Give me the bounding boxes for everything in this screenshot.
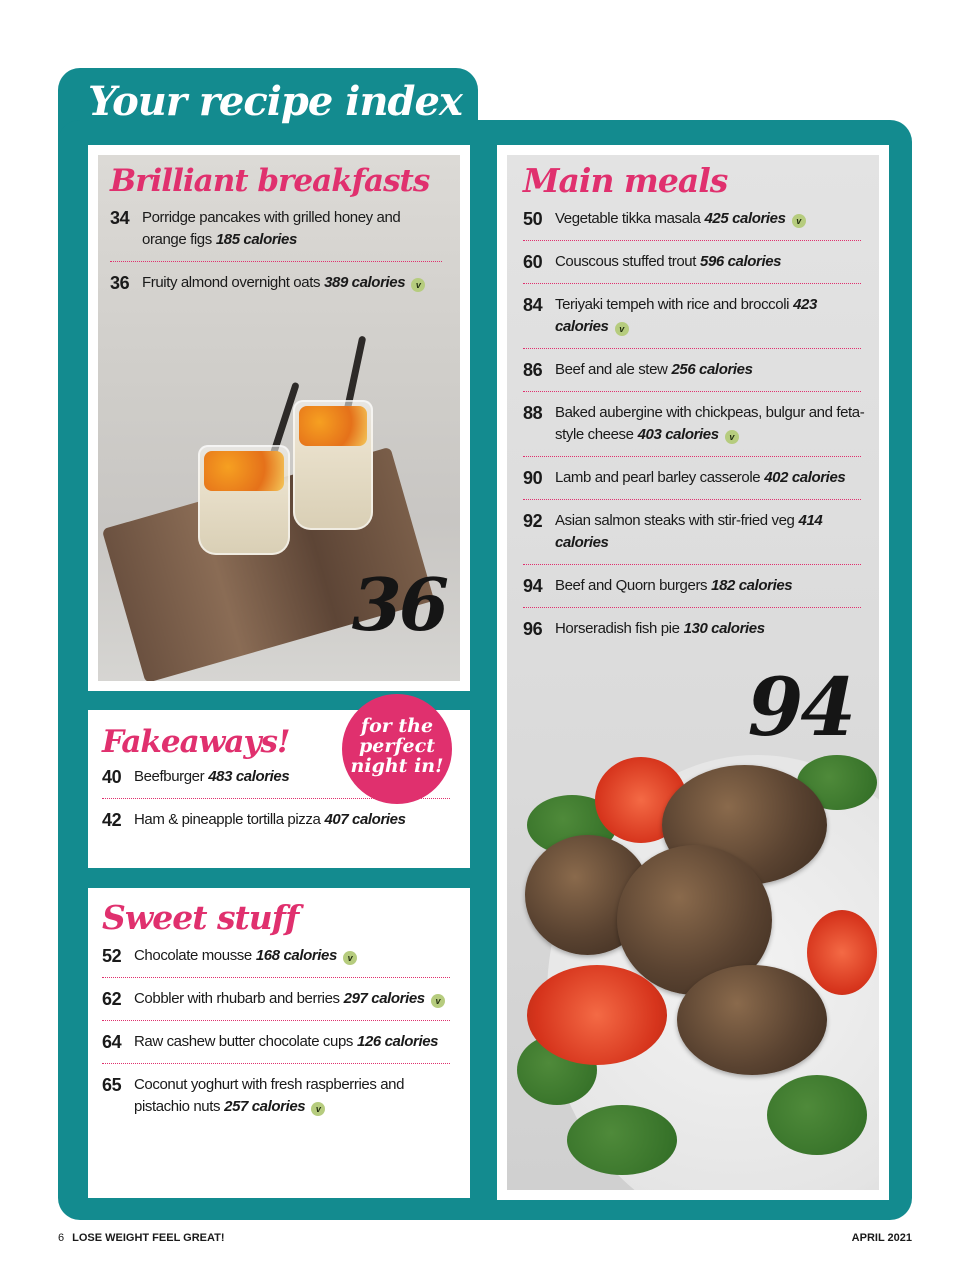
calorie-count: 168 calories	[255, 947, 337, 964]
recipe-page-number: 64	[102, 1032, 122, 1052]
calorie-count: 389 calories	[324, 274, 406, 291]
recipe-description	[555, 359, 865, 381]
watercress	[567, 1105, 677, 1175]
recipe-page-number: 86	[523, 360, 543, 380]
badge-line: perfect	[359, 735, 435, 757]
page-title: Your recipe index	[88, 78, 462, 125]
vegetarian-icon: v	[792, 214, 806, 228]
recipe-entry	[523, 251, 865, 273]
fruit-topping	[204, 451, 284, 491]
recipe-name: Lamb and pearl barley casserole	[555, 469, 761, 486]
dotted-divider	[523, 456, 861, 457]
recipe-page-number: 52	[102, 946, 122, 966]
dotted-divider	[523, 499, 861, 500]
breakfasts-list	[98, 155, 460, 294]
recipe-description	[555, 402, 865, 446]
dotted-divider	[523, 391, 861, 392]
recipe-entry	[102, 945, 454, 967]
calorie-count: 407 calories	[324, 811, 406, 828]
calorie-count: 185 calories	[215, 231, 297, 248]
recipe-entry	[523, 402, 865, 446]
dotted-divider	[102, 1020, 450, 1021]
calorie-count: 425 calories	[704, 210, 786, 227]
calorie-count: 257 calories	[224, 1098, 306, 1115]
recipe-entry	[102, 988, 454, 1010]
recipe-page-number: 88	[523, 403, 543, 423]
recipe-name: Horseradish fish pie	[555, 620, 680, 637]
recipe-description	[134, 945, 454, 967]
recipe-description	[555, 618, 865, 640]
recipe-entry	[102, 1031, 454, 1053]
issue-date: APRIL 2021	[851, 1232, 912, 1244]
recipe-description	[555, 575, 865, 597]
main-meals-section	[497, 145, 889, 1200]
calorie-count: 483 calories	[208, 768, 290, 785]
recipe-name: Beefburger	[134, 768, 205, 785]
vegetarian-icon: v	[615, 322, 629, 336]
vegetarian-icon: v	[725, 430, 739, 444]
recipe-entry	[523, 467, 865, 489]
recipe-name: Baked aubergine with chickpeas, bulgur and feta-style cheese	[555, 404, 865, 443]
burger-patty	[677, 965, 827, 1075]
recipe-description	[555, 467, 865, 489]
recipe-entry	[523, 618, 865, 640]
recipe-name: Beef and Quorn burgers	[555, 577, 708, 594]
recipe-description	[555, 510, 865, 554]
entry-list	[102, 945, 454, 1118]
vegetarian-icon: v	[343, 951, 357, 965]
dotted-divider	[102, 1063, 450, 1064]
recipe-name: Raw cashew butter chocolate cups	[134, 1033, 353, 1050]
recipe-name: Chocolate mousse	[134, 947, 252, 964]
recipe-name: Asian salmon steaks with stir-fried veg	[555, 512, 795, 529]
calorie-count: 297 calories	[343, 990, 425, 1007]
vegetarian-icon: v	[311, 1102, 325, 1116]
recipe-description	[555, 251, 865, 273]
watercress	[767, 1075, 867, 1155]
breakfasts-section	[88, 145, 470, 691]
recipe-page-number: 42	[102, 810, 122, 830]
dotted-divider	[523, 348, 861, 349]
calorie-count: 126 calories	[357, 1033, 439, 1050]
dotted-divider	[102, 977, 450, 978]
recipe-page-number: 40	[102, 767, 122, 787]
recipe-name: Ham & pineapple tortilla pizza	[134, 811, 321, 828]
recipe-page-number: 60	[523, 252, 543, 272]
recipe-page-number: 62	[102, 989, 122, 1009]
entry-list	[110, 207, 446, 294]
recipe-page-number: 65	[102, 1075, 122, 1095]
calorie-count: 130 calories	[683, 620, 765, 637]
badge-line: night in!	[350, 755, 444, 777]
tomato-slice	[807, 910, 877, 995]
recipe-name: Vegetable tikka masala	[555, 210, 701, 227]
recipe-page-number: 34	[110, 208, 130, 228]
dotted-divider	[523, 240, 861, 241]
recipe-description	[555, 208, 865, 230]
recipe-description	[134, 1031, 454, 1053]
recipe-entry	[102, 809, 454, 831]
recipe-description	[134, 809, 454, 831]
calorie-count: 182 calories	[711, 577, 793, 594]
recipe-page-number: 84	[523, 295, 543, 315]
dotted-divider	[110, 261, 442, 262]
calorie-count: 596 calories	[700, 253, 782, 270]
recipe-entry	[523, 575, 865, 597]
calorie-count: 403 calories	[637, 426, 719, 443]
section-heading: Brilliant breakfasts	[110, 163, 430, 199]
sweet-stuff-section	[88, 888, 470, 1198]
promo-badge	[342, 694, 452, 804]
calorie-count: 423 calories	[555, 296, 817, 335]
calorie-count: 256 calories	[671, 361, 753, 378]
page-number-callout: 94	[747, 660, 853, 754]
recipe-name: Fruity almond overnight oats	[142, 274, 321, 291]
main-meals-list	[507, 155, 879, 640]
recipe-page-number: 94	[523, 576, 543, 596]
calorie-count: 414 calories	[555, 512, 823, 551]
calorie-count: 402 calories	[764, 469, 846, 486]
dotted-divider	[523, 283, 861, 284]
page-number-callout: 36	[351, 562, 446, 647]
recipe-name: Coconut yoghurt with fresh raspberries and pistachio nuts	[134, 1076, 405, 1115]
recipe-description	[142, 207, 446, 251]
recipe-name: Cobbler with rhubarb and berries	[134, 990, 340, 1007]
oats-jar	[293, 400, 373, 530]
recipe-entry	[102, 1074, 454, 1118]
recipe-entry	[110, 272, 446, 294]
magazine-name: LOSE WEIGHT FEEL GREAT!	[72, 1232, 225, 1244]
section-heading: Main meals	[523, 161, 728, 200]
section-heading: Fakeaways!	[102, 724, 290, 760]
dotted-divider	[523, 564, 861, 565]
entry-list	[523, 208, 865, 640]
recipe-page-number: 96	[523, 619, 543, 639]
recipe-description	[142, 272, 446, 294]
recipe-name: Porridge pancakes with grilled honey and orange figs	[142, 209, 401, 248]
fruit-topping	[299, 406, 367, 446]
recipe-entry	[523, 510, 865, 554]
vegetarian-icon: v	[431, 994, 445, 1008]
recipe-description	[555, 294, 865, 338]
recipe-entry	[523, 294, 865, 338]
recipe-page-number: 90	[523, 468, 543, 488]
recipe-page-number: 36	[110, 273, 130, 293]
recipe-page-number: 92	[523, 511, 543, 531]
tomato-slice	[527, 965, 667, 1065]
recipe-entry	[110, 207, 446, 251]
recipe-entry	[523, 359, 865, 381]
recipe-name: Beef and ale stew	[555, 361, 668, 378]
recipe-name: Couscous stuffed trout	[555, 253, 697, 270]
section-heading: Sweet stuff	[102, 898, 299, 937]
footer-left	[58, 1232, 225, 1244]
dotted-divider	[523, 607, 861, 608]
badge-line: for the	[360, 715, 434, 737]
oats-jar	[198, 445, 290, 555]
sweet-stuff-list	[88, 888, 470, 1118]
recipe-description	[134, 988, 454, 1010]
recipe-name: Teriyaki tempeh with rice and broccoli	[555, 296, 790, 313]
recipe-page-number: 50	[523, 209, 543, 229]
page-number: 6	[58, 1232, 65, 1244]
recipe-description	[134, 1074, 454, 1118]
recipe-entry	[523, 208, 865, 230]
vegetarian-icon: v	[411, 278, 425, 292]
